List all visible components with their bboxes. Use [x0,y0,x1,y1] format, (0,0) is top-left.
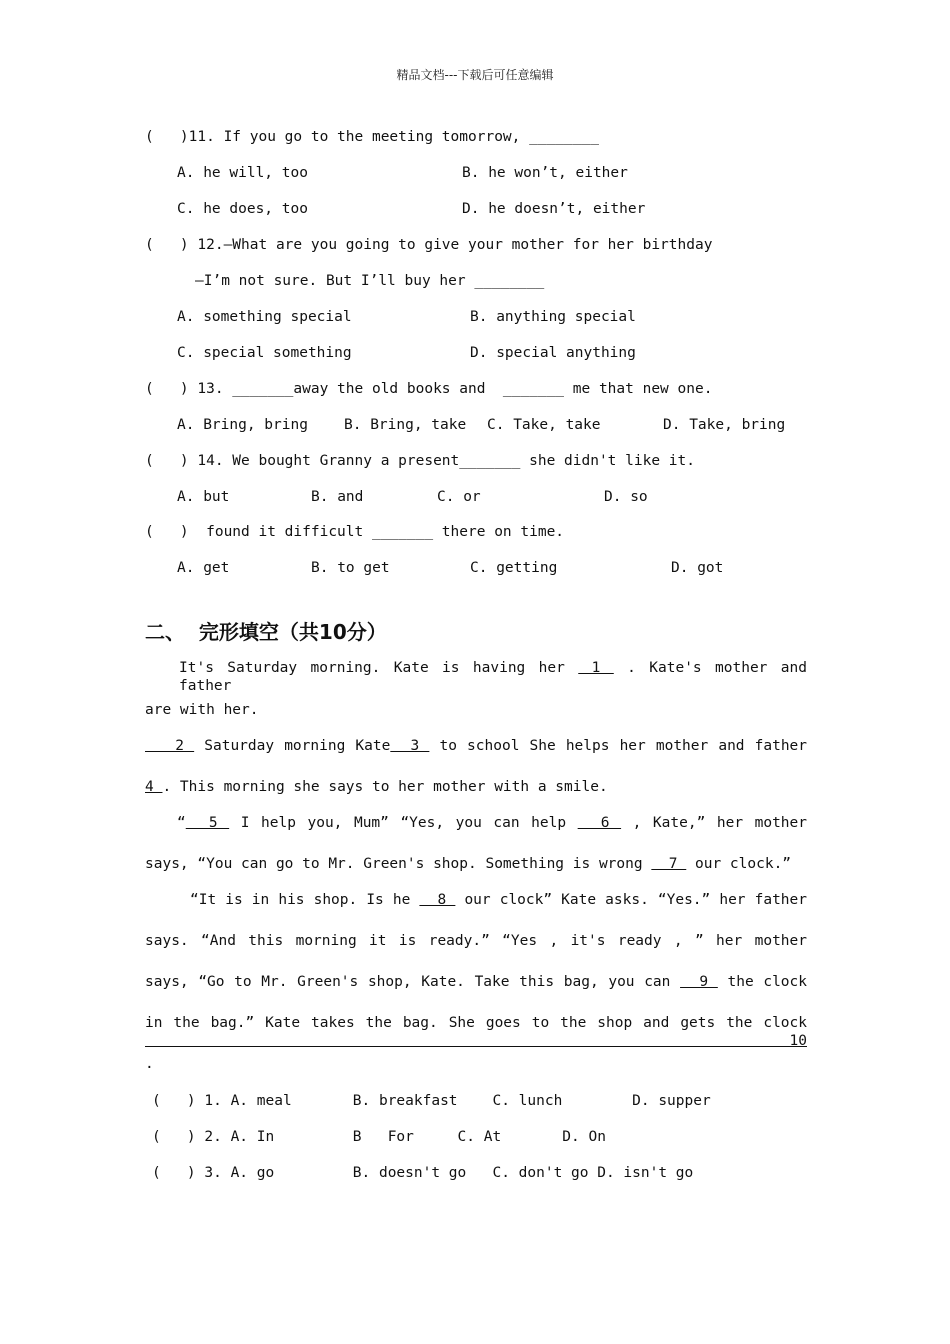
passage-line-11: . [145,1056,154,1072]
blank-8: 8 [419,892,456,908]
passage-line-5: “ 5 I help you, Mum” “Yes, you can help 6 , Kate,” her mother [177,815,807,831]
passage-line-9: says, “Go to Mr. Green's shop, Kate. Take this bag, you can 9 the clock [145,974,807,990]
q14-option-d: D. so [604,489,648,505]
q13-option-a: A. Bring, bring [177,417,308,433]
q11-option-d: D. he doesn’t, either [462,201,646,217]
blank-2: 2 [145,738,195,754]
q15-option-a: A. get [177,560,230,576]
blank-9: 9 [680,974,718,990]
q14-option-b: B. and [311,489,364,505]
q13-option-b: B. Bring, take [344,417,467,433]
q12-option-c: C. special something [177,345,352,361]
q11-option-b: B. he won’t, either [462,165,628,181]
q13-option-d: D. Take, bring [663,417,786,433]
q11-option-c: C. he does, too [177,201,308,217]
blank-5: 5 [185,815,230,831]
cloze-question-1: ( ) 1. A. meal B. breakfast C. lunch D. supper [152,1093,711,1109]
q13-option-c: C. Take, take [487,417,601,433]
blank-10: 10 [145,1033,807,1049]
blank-3: 3 [390,738,430,754]
page-header: 精品文档---下载后可任意编辑 [396,68,554,82]
q15-option-b: B. to get [311,560,390,576]
blank-7: 7 [651,856,687,872]
question-12-stem-2: —I’m not sure. But I’ll buy her ________ [195,273,545,289]
cloze-question-2: ( ) 2. A. In B For C. At D. On [152,1129,606,1145]
blank-6: 6 [577,815,622,831]
passage-line-1: It's Saturday morning. Kate is having her 1 . Kate's mother and father [179,660,807,694]
q15-option-d: D. got [671,560,724,576]
q15-option-c: C. getting [470,560,558,576]
passage-line-10: in the bag.” Kate takes the bag. She goes to the shop and gets the clock 10 [145,1015,807,1049]
q14-option-c: C. or [437,489,481,505]
passage-line-4: 4 . This morning she says to her mother with a smile. [145,779,608,795]
blank-4: 4 [145,779,163,795]
passage-line-6: says, “You can go to Mr. Green's shop. Something is wrong 7 our clock.” [145,856,792,872]
section-title: 二、 完形填空（共10分） [145,620,387,644]
q12-option-a: A. something special [177,309,352,325]
passage-line-7: “It is in his shop. Is he 8 our clock” Kate asks. “Yes.” her father [190,892,807,908]
question-13-stem: ( ) 13. _______away the old books and _______ me that new one. [145,381,713,397]
passage-line-8: says. “And this morning it is ready.” “Yes , it's ready , ” her mother [145,933,807,949]
blank-1: 1 [578,660,614,676]
question-15-stem: ( ) found it difficult _______ there on time. [145,524,565,540]
q14-option-a: A. but [177,489,230,505]
question-14-stem: ( ) 14. We bought Granny a present_______ she didn't like it. [145,453,695,469]
q12-option-b: B. anything special [470,309,636,325]
question-12-stem: ( ) 12.—What are you going to give your mother for her birthday [145,237,713,253]
cloze-question-3: ( ) 3. A. go B. doesn't go C. don't go D. isn't go [152,1165,694,1181]
passage-line-2: are with her. [145,702,259,718]
q12-option-d: D. special anything [470,345,636,361]
q11-option-a: A. he will, too [177,165,308,181]
question-11-stem: ( )11. If you go to the meeting tomorrow, ________ [145,129,599,145]
passage-line-3: 2 Saturday morning Kate 3 to school She helps her mother and father [145,738,808,754]
